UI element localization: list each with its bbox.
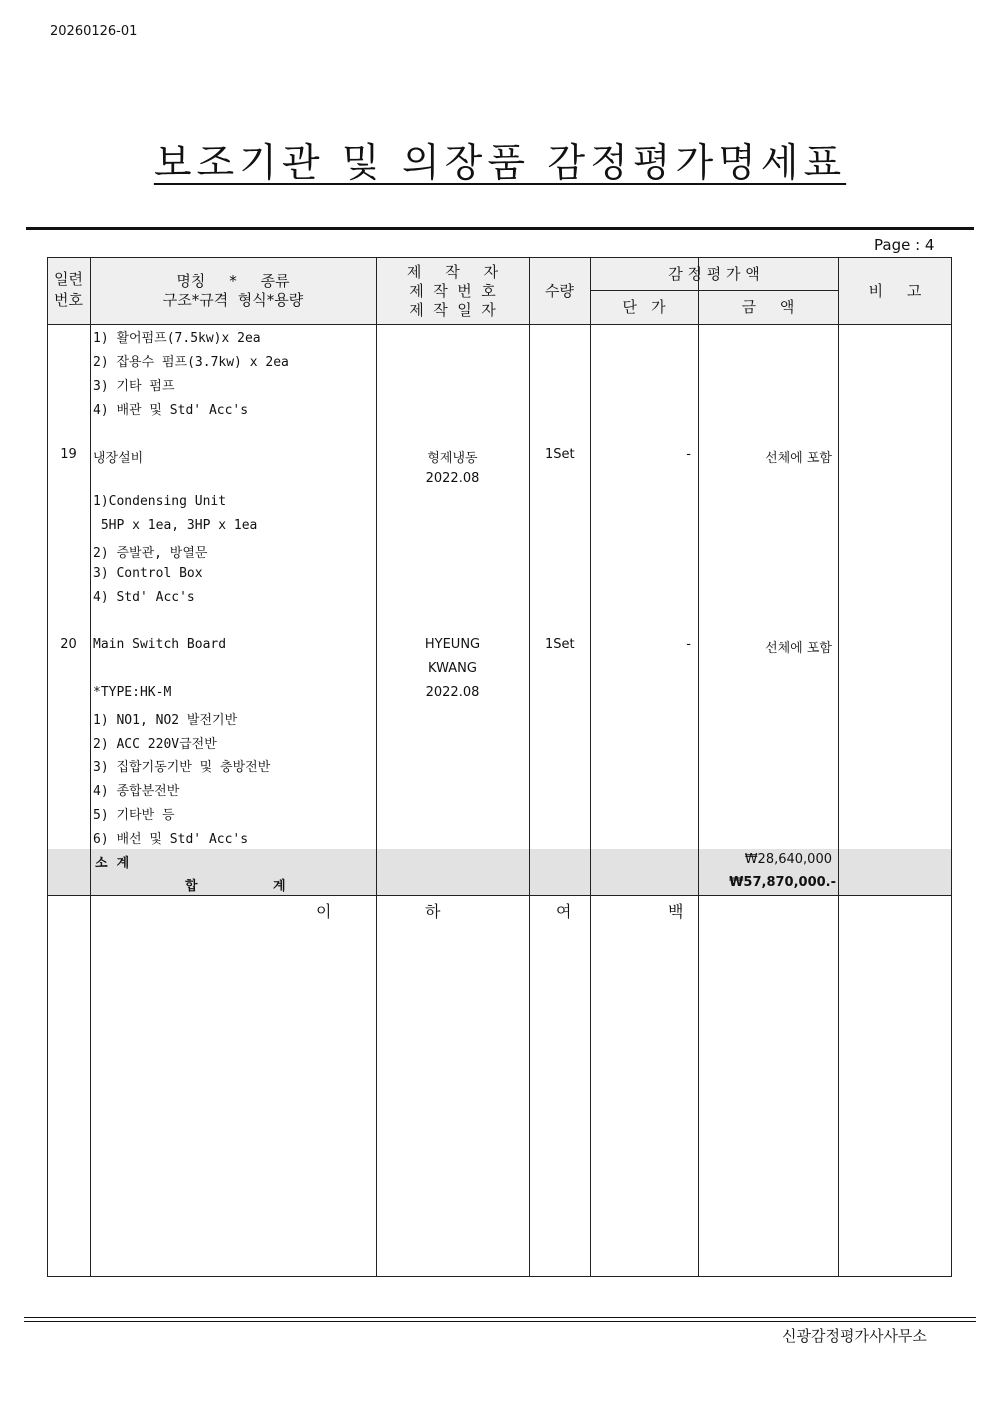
detail-line: 2) 잡용수 펌프(3.7kw) x 2ea bbox=[93, 355, 289, 370]
item-19-number: 19 bbox=[60, 447, 77, 462]
total-label-part2: 계 bbox=[273, 879, 286, 894]
item-20-name: Main Switch Board bbox=[93, 637, 227, 652]
header-serial-number: 제 작 번 호 bbox=[409, 282, 496, 300]
item-20-detail: *TYPE:HK-M bbox=[93, 685, 172, 700]
item-19-detail: 4) Std' Acc's bbox=[93, 590, 195, 605]
header-make-date: 제 작 일 자 bbox=[409, 301, 496, 319]
column-divider bbox=[90, 257, 91, 1277]
item-20-detail: 6) 배선 및 Std' Acc's bbox=[93, 832, 249, 847]
office-name: 신광감정평가사사무소 bbox=[782, 1327, 927, 1345]
footer-rule bbox=[24, 1321, 976, 1322]
column-divider bbox=[590, 257, 591, 1277]
page-title: 보조기관 및 의장품 감정평가명세표 bbox=[153, 141, 847, 186]
item-20-detail: 3) 집합기동기반 및 충방전반 bbox=[93, 760, 271, 775]
column-divider bbox=[376, 257, 377, 1277]
header-serial-line1: 일련 bbox=[54, 270, 83, 288]
item-20-detail: 4) 종합분전반 bbox=[93, 784, 180, 799]
column-divider bbox=[838, 257, 839, 1277]
blank-mark: 하 bbox=[425, 902, 441, 921]
detail-line: 1) 활어펌프(7.5kw)x 2ea bbox=[93, 331, 261, 346]
item-19-date: 2022.08 bbox=[425, 471, 480, 486]
item-19-name: 냉장설비 bbox=[93, 451, 144, 466]
item-20-date: 2022.08 bbox=[425, 685, 480, 700]
item-19-maker: 형제냉동 bbox=[427, 451, 478, 466]
item-20-number: 20 bbox=[60, 637, 77, 652]
item-19-amount: 선체에 포함 bbox=[765, 451, 832, 466]
header-appraisal-amount: 감 정 평 가 액 bbox=[668, 265, 760, 283]
item-19-unit-price: - bbox=[686, 447, 691, 462]
footer-rule bbox=[24, 1317, 976, 1318]
column-divider bbox=[529, 257, 530, 1277]
total-label-part1: 합 bbox=[185, 879, 198, 894]
blank-mark: 이 bbox=[316, 902, 332, 921]
totals-bottom-rule bbox=[47, 895, 952, 896]
header-quantity: 수량 bbox=[545, 282, 574, 300]
detail-line: 4) 배관 및 Std' Acc's bbox=[93, 403, 249, 418]
subtotal-amount: ₩28,640,000 bbox=[744, 852, 832, 867]
header-name-line2: 구조*규격 형식*용량 bbox=[162, 291, 304, 309]
item-19-detail: 2) 증발관, 방열문 bbox=[93, 546, 208, 561]
top-rule bbox=[26, 227, 974, 230]
header-maker: 제 작 자 bbox=[406, 263, 499, 281]
item-20-detail: 5) 기타반 등 bbox=[93, 808, 175, 823]
column-divider bbox=[698, 257, 699, 1277]
header-name-line1: 명칭 * 종류 bbox=[176, 272, 290, 290]
document-id: 20260126-01 bbox=[50, 24, 138, 39]
header-unit-price: 단 가 bbox=[622, 298, 666, 316]
item-20-detail: 2) ACC 220V급전반 bbox=[93, 737, 217, 752]
total-amount: ₩57,870,000.- bbox=[729, 875, 836, 890]
item-20-quantity: 1Set bbox=[545, 637, 575, 652]
item-19-detail: 1)Condensing Unit bbox=[93, 494, 227, 509]
blank-mark: 백 bbox=[668, 902, 684, 921]
header-bottom-rule bbox=[47, 324, 952, 325]
blank-mark: 여 bbox=[556, 902, 572, 921]
item-19-detail: 3) Control Box bbox=[93, 566, 203, 581]
item-19-detail: 5HP x 1ea, 3HP x 1ea bbox=[93, 518, 258, 533]
page-number: Page : 4 bbox=[874, 236, 935, 254]
subtotal-label: 소 계 bbox=[95, 856, 130, 871]
appraisal-header-divider bbox=[590, 290, 838, 291]
item-20-detail: 1) NO1, NO2 발전기반 bbox=[93, 713, 238, 728]
item-20-amount: 선체에 포함 bbox=[765, 641, 832, 656]
header-amount: 금 액 bbox=[741, 298, 795, 316]
header-remarks: 비 고 bbox=[868, 282, 922, 300]
header-serial-line2: 번호 bbox=[54, 291, 83, 309]
item-20-unit-price: - bbox=[686, 637, 691, 652]
detail-line: 3) 기타 펌프 bbox=[93, 379, 175, 394]
item-20-maker-line1: HYEUNG bbox=[424, 637, 481, 652]
item-20-maker-line2: KWANG bbox=[428, 661, 477, 676]
item-19-quantity: 1Set bbox=[545, 447, 575, 462]
